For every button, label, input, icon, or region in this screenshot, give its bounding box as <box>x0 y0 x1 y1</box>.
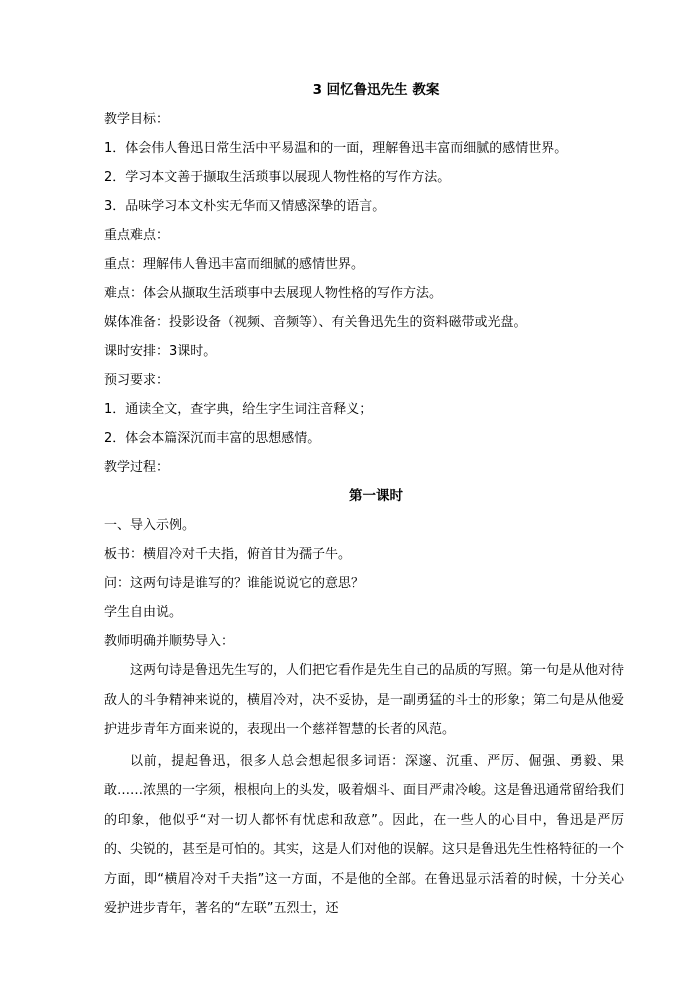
lesson-title: 第一课时 <box>349 488 403 504</box>
paragraph-1: 这两句诗是鲁迅先生写的，人们把它看作是先生自己的品质的写照。第一句是从他对待敌人的斗争精神来说的，横眉冷对，决不妥协，是一副勇猛的斗士的形象；第二句是从他爱护进步青年方面来说的，表现出一个慈祥智慧的长者的风范。 <box>104 663 625 737</box>
objective-item-2: 2．学习本文善于撷取生活琐事以展现人物性格的写作方法。 <box>104 170 451 185</box>
board-writing: 板书：横眉冷对千夫指，俯首甘为孺子牛。 <box>104 547 352 562</box>
paragraph-2: 以前，提起鲁迅，很多人总会想起很多词语：深邃、沉重、严厉、倔强、勇毅、果敢……浓黑的一字须，根根向上的头发，吸着烟斗、面目严肃冷峻。这是鲁迅通常留给我们的印象，他似乎“对一切人都怀有忧虑和敌意”。因此，在一些人的心目中，鲁迅是严厉的、尖锐的，甚至是可怕的。其实，这是人们对他的误解。这只是鲁迅先生性格特征的一个方面，即“横眉冷对千夫指”这一方面，不是他的全部。在鲁迅显示活着的时候，十分关心爱护进步青年，著名的“左联”五烈士，还 <box>104 753 625 916</box>
section-heading: 一、导入示例。 <box>104 518 196 533</box>
preview-item-1: 1．通读全文，查字典，给生字生词注音释义； <box>104 402 373 417</box>
question-text: 问：这两句诗是谁写的？谁能说说它的意思？ <box>104 576 365 591</box>
document-body <box>104 76 624 924</box>
key-point: 重点：理解伟人鲁迅丰富而细腻的感情世界。 <box>104 257 365 272</box>
preview-heading: 预习要求： <box>104 373 170 388</box>
objectives-heading: 教学目标： <box>104 112 170 127</box>
document-title: 3 回忆鲁迅先生 教案 <box>312 82 440 98</box>
objective-item-3: 3．品味学习本文朴实无华而又情感深挚的语言。 <box>104 199 386 214</box>
process-heading: 教学过程： <box>104 460 170 475</box>
preview-item-2: 2．体会本篇深沉而丰富的思想感情。 <box>104 431 321 446</box>
media-preparation: 媒体准备：投影设备（视频、音频等）、有关鲁迅先生的资料磁带或光盘。 <box>104 315 527 330</box>
class-schedule: 课时安排：3课时。 <box>104 344 217 359</box>
difficult-point: 难点：体会从撷取生活琐事中去展现人物性格的写作方法。 <box>104 286 443 301</box>
free-talk-text: 学生自由说。 <box>104 605 183 620</box>
objective-item-1: 1．体会伟人鲁迅日常生活中平易温和的一面，理解鲁迅丰富而细腻的感情世界。 <box>104 141 568 156</box>
teacher-intro-text: 教师明确并顺势导入： <box>104 634 235 649</box>
key-points-heading: 重点难点： <box>104 228 170 243</box>
